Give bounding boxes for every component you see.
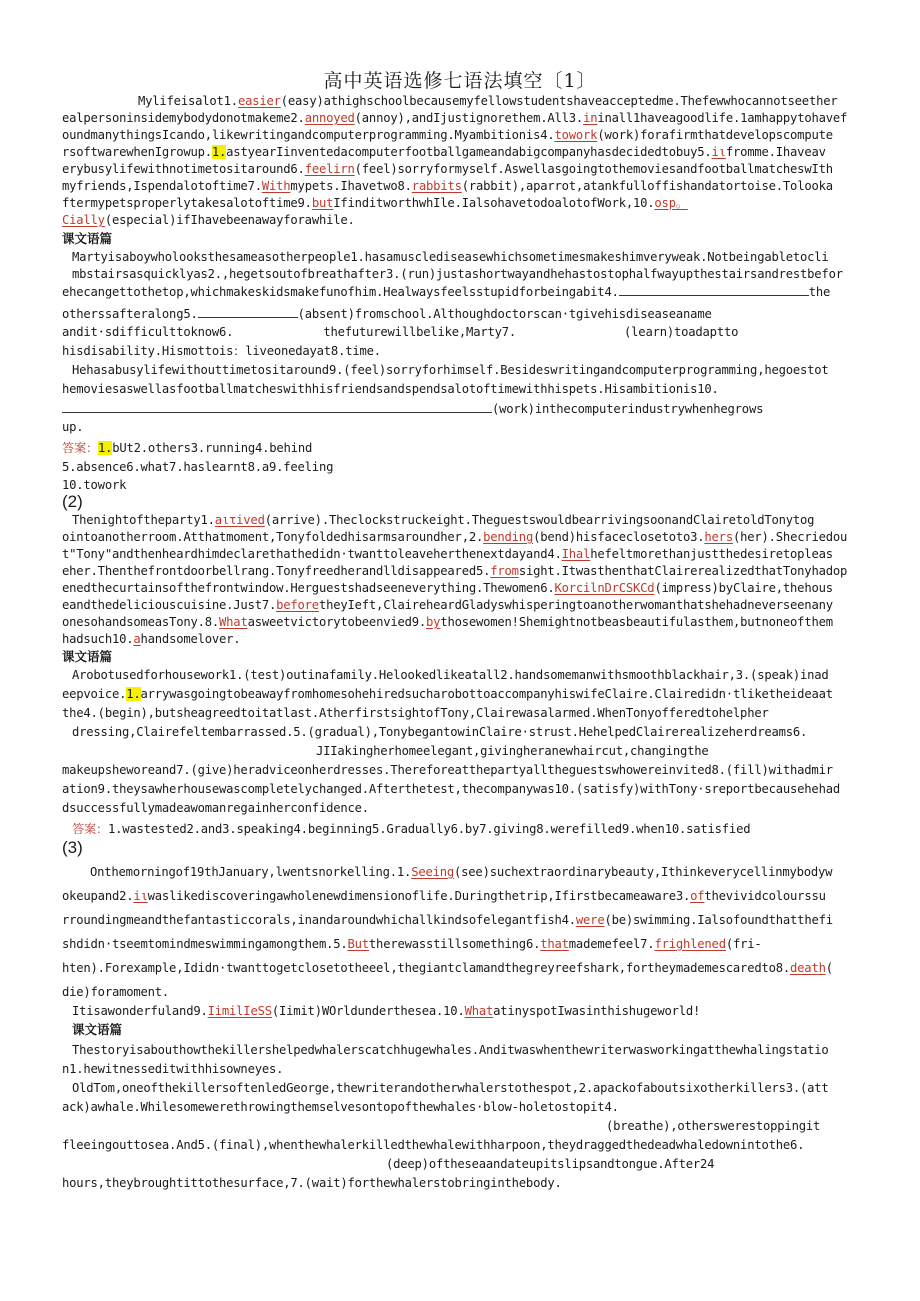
text-line: andit·sdifficulttoknow6. thefuturewillbelike,Marty7. (learn)toadaptto — [62, 325, 739, 339]
answer: KorcilnDrCSKCd — [554, 581, 655, 595]
text-line: myfriends,Ispendalotoftime7.Withmypets.Ihavetwo8.rabbits(rabbit),aparrot,atankfulloffishandatortoise.Tolooka — [62, 179, 833, 193]
answer: Cially — [62, 213, 105, 227]
text-line: onesohandsomeasTony.8.Whatasweetvictorytobeenvied9.bythosewomen!Shemightnotbeasbeautifulasthem,butnoneofthem — [62, 615, 833, 629]
answer: What — [464, 1004, 494, 1018]
answer-line: 5.absence6.what7.haslearnt8.a9.feeling — [62, 460, 334, 474]
text-line: erybusylifewithnotimetositaround6.feelirn(feel)sorryformyself.AswellasgoingtothemoviesandfootballmatcheswIth — [62, 162, 833, 176]
answer: But — [347, 937, 369, 951]
answer: towork — [554, 128, 598, 142]
answer: that — [540, 937, 569, 951]
text-line: ftermypetsproperlytakesalotoftime9.butIfinditworthwhIle.IalsohavetodoalotofWork,10.osp。 — [62, 196, 688, 210]
section-label: (2) — [62, 492, 83, 511]
answer: hers — [704, 530, 733, 544]
text-line: ointoanotherroom.Atthatmoment,Tonyfoldedhisarmsaroundher,2.bending(bend)hisfaceclosetoto3.hers(her).Shecriedou — [62, 530, 848, 544]
answer-line: 答案：1.wastested2.and3.speaking4.beginning5.Gradually6.by7.giving8.werefilled9.when10.satisfied — [72, 822, 751, 836]
text-line: dressing,Clairefeltembarrassed.5.(gradual),TonybegantowinClaire·strust.HehelpedClairerealizeherdreams6. — [72, 725, 808, 739]
answer: in — [583, 111, 598, 125]
text-line: (work)inthecomputerindustrywhenhegrows — [62, 400, 862, 418]
answer: Seeing — [411, 865, 455, 879]
answer: by — [426, 615, 441, 629]
text-line: Thestoryisabouthowthekillershelpedwhalerscatchhugewhales.Anditwaswhenthewriterwasworkingatthewhalingstatio — [72, 1043, 829, 1057]
text-line: fleeingouttosea.And5.(final),whenthewhalerkilledthewhalewithharpoon,theydraggedthedeadwhaledownintothe6. — [62, 1138, 805, 1152]
text-line: (breathe),otherswerestoppingit — [606, 1119, 821, 1133]
text-line: okeupand2.iιwaslikediscoveringawholenewdimensionoflife.Duringthetrip,Ifirstbecameaware3.ofthevividcolourssu — [62, 889, 826, 903]
text-line: Cially(especial)ifIhavebeenawayforawhile. — [62, 213, 355, 227]
text-line: the4.(begin),butsheagreedtoitatlast.AtherfirstsightofTony,Clairewasalarmed.WhenTonyofferedtohelpher — [62, 706, 769, 720]
text-line: up. — [62, 420, 84, 434]
answer: from — [490, 564, 519, 578]
answer: rabbits — [411, 179, 462, 193]
answer: before — [276, 598, 319, 612]
highlight: 1. — [211, 145, 227, 159]
answer: feelirn — [304, 162, 355, 176]
answer: easier — [237, 94, 281, 108]
section-heading: 课文语篇 — [62, 649, 113, 664]
answer: iι — [711, 145, 726, 159]
text-line: ack)awhale.Whilesomewerethrowingthemselvesontopofthewhales·blow-holetostopit4. — [62, 1100, 619, 1114]
text-line: shdidn·tseemtomindmeswimmingamongthem.5.Buttherewasstillsomething6.thatmademefeel7.frighlened(fri- — [62, 937, 762, 951]
text-line: dsuccessfullymadeawomanregainherconfidence. — [62, 801, 369, 815]
text-line: ealpersoninsidemybodydonotmakeme2.annoyed(annoy),andIjustignorethem.All3.ininall1haveagoodlife.1amhappytohavef — [62, 111, 848, 125]
answer: Ihal — [561, 547, 591, 561]
text-line: hemoviesaswellasfootballmatcheswithhisfriendsandspendsalotoftimewithhispets.Hisambitionis10. — [62, 382, 719, 396]
text-line: eepvoice.1.arrywasgoingtobeawayfromhomesohehiredsucharobottoaccompanyhiswifeClaire.Clairedidn·tliketheideaat — [62, 687, 833, 701]
text-line: die)foramoment. — [62, 985, 170, 999]
answer: What — [219, 615, 248, 629]
text-line: ation9.theysawherhousewascompletelychanged.Afterthetest,thecompanywas10.(satisfy)withTony·sreportbecausehehad — [62, 782, 840, 796]
text-line: Hehasabusylifewithouttimetositaround9.(feel)sorryforhimself.Besideswritingandcomputerprogramming,hegoestot — [72, 363, 829, 377]
text-line: n1.hewitnesseditwithhisowneyes. — [62, 1062, 284, 1076]
answer: were — [575, 913, 605, 927]
answer-line: 答案：1.bUt2.others3.running4.behind — [62, 441, 313, 455]
answer: iι — [133, 889, 148, 903]
text-line: hadsuch10.ahandsomelover. — [62, 632, 241, 646]
text-line: ehecangettothetop,whichmakeskidsmakefunofhim.Healwaysfeelsstupidforbeingabit4. the — [62, 285, 831, 299]
section-heading: 课文语篇 — [72, 1022, 123, 1037]
text-line: Onthemorningof19thJanuary,lwentsnorkelling.1.Seeing(see)suchextraordinarybeauty,Ithinkeverycellinmybodyw — [90, 865, 833, 879]
answer: aιτived — [214, 513, 265, 527]
answer: frighlened — [654, 937, 726, 951]
text-line: hisdisability.Hismottois：liveonedayat8.time. — [62, 344, 381, 358]
text-line: Arobotusedforhousework1.(test)outinafamily.Helookedlikeatall2.handsomemanwithsmoothblackhair,3.(speak)inad — [72, 668, 829, 682]
text-line: makeupsheworeand7.(give)heradviceonherdresses.Thereforeatthepartyalltheguestswhowereinvited8.(fill)withadmir — [62, 763, 833, 777]
text-line: oundmanythingsIcando,likewritingandcomputerprogramming.Myambitionis4.towork(work)forafirmthatdevelopscompute — [62, 128, 833, 142]
text-line: hours,theybroughtittothesurface,7.(wait)forthewhalerstobringinthebody. — [62, 1176, 562, 1190]
text-line: rroundingmeandthefantasticcorals,inandaroundwhichallkindsofelegantfish4.were(be)swimming.Ialsofoundthatthefi — [62, 913, 833, 927]
text-line: otherssafteralong5. (absent)fromschool.Althoughdoctorscan·tgivehisdiseaseaname — [62, 307, 712, 321]
answer: a — [133, 632, 141, 646]
text-line: Mylifeisalot1.easier(easy)athighschoolbecausemyfellowstudentshaveacceptedme.Thefewwhocannotseether — [138, 94, 838, 108]
answer: osp。 — [654, 196, 688, 210]
page-title: 高中英语选修七语法填空〔1〕 — [323, 70, 597, 92]
answer: but — [311, 196, 334, 210]
answer-label: 答案： — [62, 441, 98, 455]
text-line: OldTom,oneofthekillersoftenledGeorge,thewriterandotherwhalerstothespot,2.apackofaboutsixotherkillers3.(att — [72, 1081, 829, 1095]
text-line: rsoftwarewhenIgrowup.1.astyearIinventedacomputerfootballgameandabigcompanyhasdecidedtobuy5.iιfromme.Ihaveav — [62, 145, 826, 159]
text-line: Thenightoftheparty1.aιτived(arrive).Theclockstruckeight.TheguestswouldbearrivingsoonandClairetoldTonytog — [72, 513, 815, 527]
answer-label: 答案： — [72, 822, 108, 836]
section-heading: 课文语篇 — [62, 231, 113, 246]
answer: of — [690, 889, 705, 903]
answer: IimilIeSS — [207, 1004, 272, 1018]
text-line: eher.Thenthefrontdoorbellrang.Tonyfreedherandlldisappeared5.fromsight.ItwasthenthatClairerealizedthatTonyhadop — [62, 564, 848, 578]
answer: bending — [483, 530, 534, 544]
answer-line: 10.towork — [62, 478, 127, 492]
text-line: JIIakingherhomeelegant,givingheranewhaircut,changingthe — [316, 744, 709, 758]
text-line: t"Tony"andthenheardhimdeclarethathedidn·twanttoleaveherthenextdayand4.Ihalhefeltmorethanjustthedesiretopleas — [62, 547, 833, 561]
answer: annoyed — [304, 111, 355, 125]
text-line: Itisawonderfuland9.IimilIeSS(Iimit)WOrldunderthesea.10.WhatatinyspotIwasinthishugeworld! — [72, 1004, 701, 1018]
text-line: eandthedeliciouscuisine.Just7.beforetheyIeft,ClaireheardGladyswhisperingtoanotherwomanthatshehadneverseenany — [62, 598, 833, 612]
section-label: (3) — [62, 838, 83, 857]
answer: With — [261, 179, 291, 193]
text-line: enedthecurtainsofthefrontwindow.Herguestshadseeneverything.Thewomen6.KorcilnDrCSKCd(impress)byClaire,thehous — [62, 581, 833, 595]
text-line: hten).Forexample,Ididn·twanttogetclosetotheeel,thegiantclamandthegreyreefshark,fortheymademescaredto8.death( — [62, 961, 833, 975]
text-line: (deep)oftheseaandateupitslipsandtongue.After24 — [386, 1157, 715, 1171]
text-line: mbstairsasquicklyas2.,hegetsoutofbreathafter3.(run)justashortwayandhehastostophalfwayupthestairsandrestbefor — [72, 267, 843, 281]
answer: death — [790, 961, 826, 975]
text-line: Martyisaboywholooksthesameasotherpeople1.hasamusclediseasewhichsometimesmakeshimveryweak.Notbeingabletocli — [72, 250, 829, 264]
